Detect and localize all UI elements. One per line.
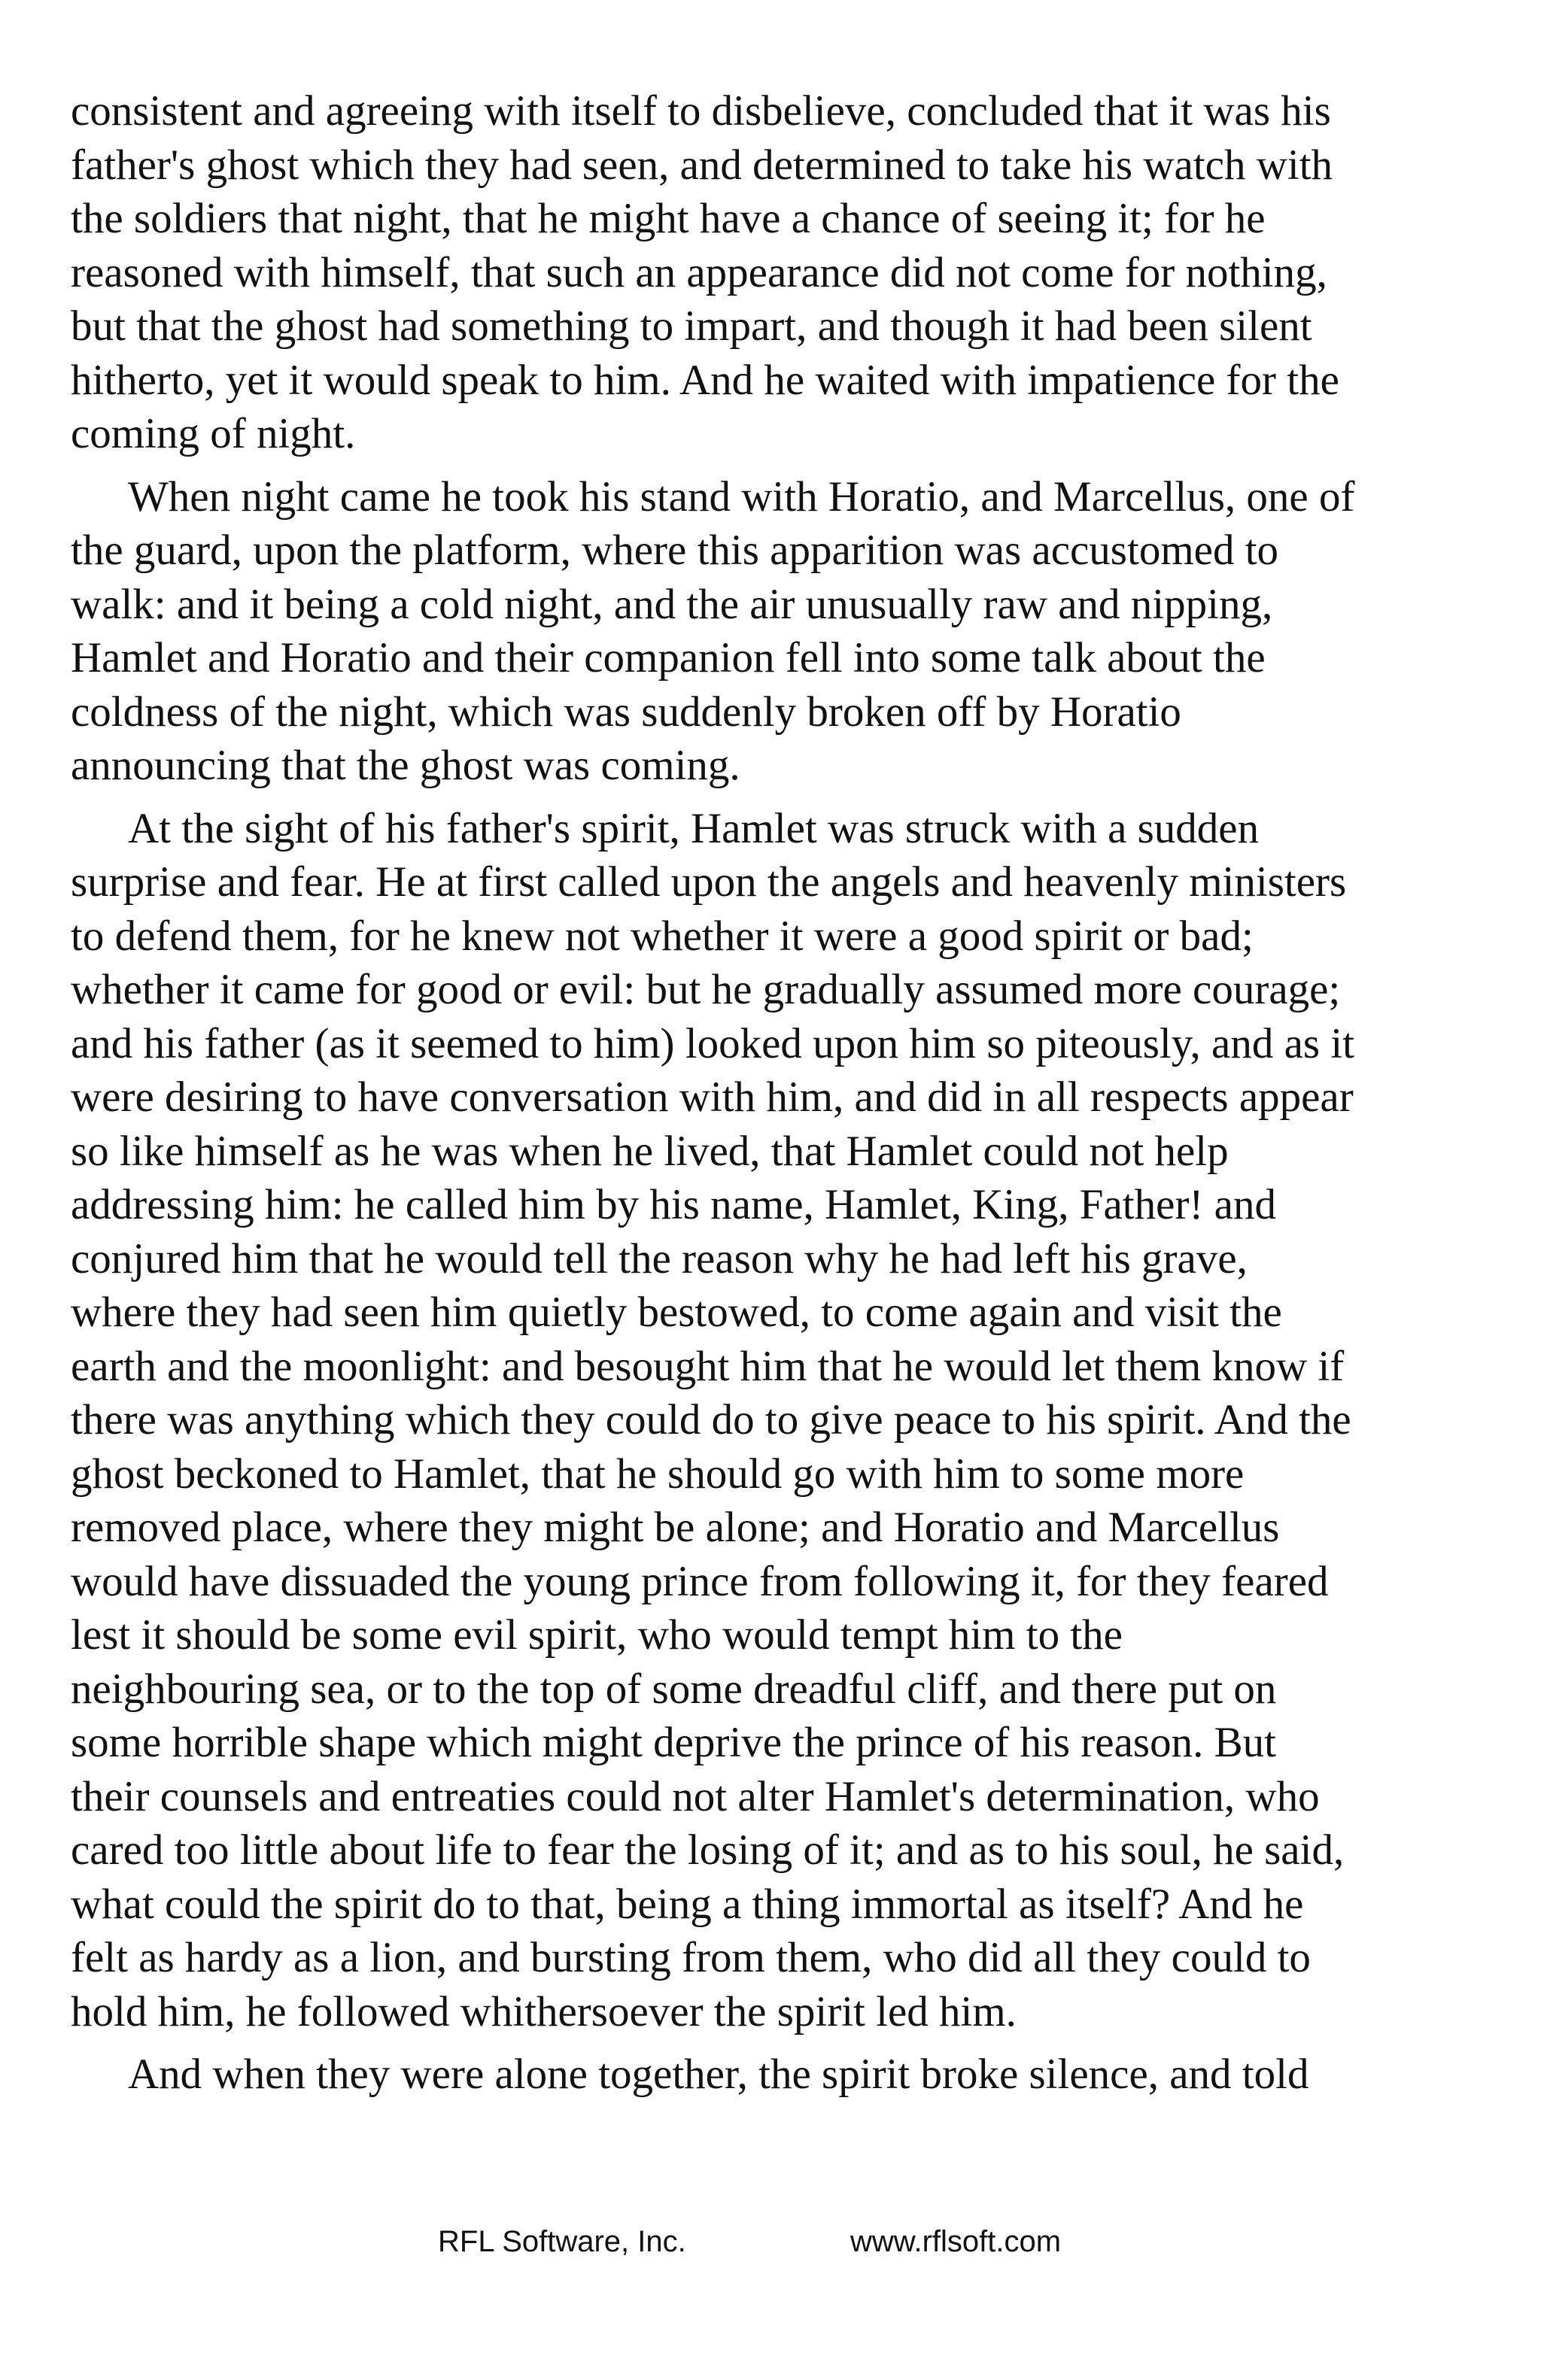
text-line: would have dissuaded the young prince from following it, for they feared (71, 1557, 1329, 1605)
text-line: reasoned with himself, that such an appearance did not come for nothing, (71, 248, 1327, 296)
text-line: And when they were alone together, the spirit broke silence, and told (128, 2051, 1309, 2098)
text-line: the guard, upon the platform, where this apparition was accustomed to (71, 527, 1279, 574)
text-line: felt as hardy as a lion, and bursting from them, who did all they could to (71, 1934, 1311, 1981)
text-line: to defend them, for he knew not whether it were a good spirit or bad; (71, 912, 1254, 960)
text-line: When night came he took his stand with Horatio, and Marcellus, one of (128, 472, 1355, 521)
text-line: Hamlet and Horatio and their companion fell into some talk about the (71, 634, 1266, 682)
text-line: consistent and agreeing with itself to disbelieve, concluded that it was his (71, 87, 1331, 135)
text-line: coming of night. (71, 410, 356, 457)
text-line: whether it came for good or evil: but he gradually assumed more courage; (71, 966, 1341, 1013)
paragraph-3 (71, 802, 1470, 2039)
text-line: neighbouring sea, or to the top of some dreadful cliff, and there put on (71, 1665, 1277, 1713)
footer-company: RFL Software, Inc. (438, 2225, 686, 2258)
text-line: conjured him that he would tell the reason why he had left his grave, (71, 1234, 1248, 1283)
text-line: surprise and fear. He at first called upon the angels and heavenly ministers (71, 858, 1347, 906)
text-line: and his father (as it seemed to him) looked upon him so piteously, and as it (71, 1019, 1354, 1067)
text-line: addressing him: he called him by his name, Hamlet, King, Father! and (71, 1181, 1276, 1228)
text-line: the soldiers that night, that he might have a chance of seeing it; for he (71, 195, 1266, 242)
paragraph-4 (71, 2048, 1470, 2102)
text-line: so like himself as he was when he lived, that Hamlet could not help (71, 1127, 1229, 1175)
paragraph-2 (71, 470, 1470, 793)
text-line: At the sight of his father's spirit, Hamlet was struck with a sudden (128, 804, 1260, 852)
text-line: hold him, he followed whithersoever the spirit led him. (71, 1987, 1017, 2035)
text-line: announcing that the ghost was coming. (71, 742, 740, 789)
text-line: removed place, where they might be alone; and Horatio and Marcellus (71, 1504, 1280, 1551)
footer-website: www.rflsoft.com (850, 2225, 1062, 2258)
text-line: but that the ghost had something to impart, and though it had been silent (71, 302, 1312, 350)
text-line: coldness of the night, which was suddenly broken off by Horatio (71, 688, 1181, 736)
text-line: ghost beckoned to Hamlet, that he should go with him to some more (71, 1450, 1245, 1498)
text-line: where they had seen him quietly bestowed, to come again and visit the (71, 1289, 1282, 1336)
text-line: hitherto, yet it would speak to him. And he waited with impatience for the (71, 356, 1339, 404)
text-line: their counsels and entreaties could not alter Hamlet's determination, who (71, 1772, 1320, 1820)
text-line: there was anything which they could do to give peace to his spirit. And the (71, 1396, 1351, 1443)
text-line: cared too little about life to fear the losing of it; and as to his soul, he said, (71, 1826, 1345, 1874)
text-line: what could the spirit do to that, being a thing immortal as itself? And he (71, 1880, 1304, 1928)
text-line: earth and the moonlight: and besought him that he would let them know if (71, 1342, 1345, 1390)
paragraph-1 (71, 84, 1470, 461)
text-line: father's ghost which they had seen, and determined to take his watch with (71, 141, 1333, 189)
body-text (71, 84, 1470, 2111)
text-line: walk: and it being a cold night, and the air unusually raw and nipping, (71, 580, 1273, 628)
text-line: lest it should be some evil spirit, who would tempt him to the (71, 1611, 1123, 1659)
text-line: were desiring to have conversation with him, and did in all respects appear (71, 1073, 1354, 1121)
page-footer (0, 2225, 1541, 2263)
text-line: some horrible shape which might deprive the prince of his reason. But (71, 1719, 1276, 1766)
